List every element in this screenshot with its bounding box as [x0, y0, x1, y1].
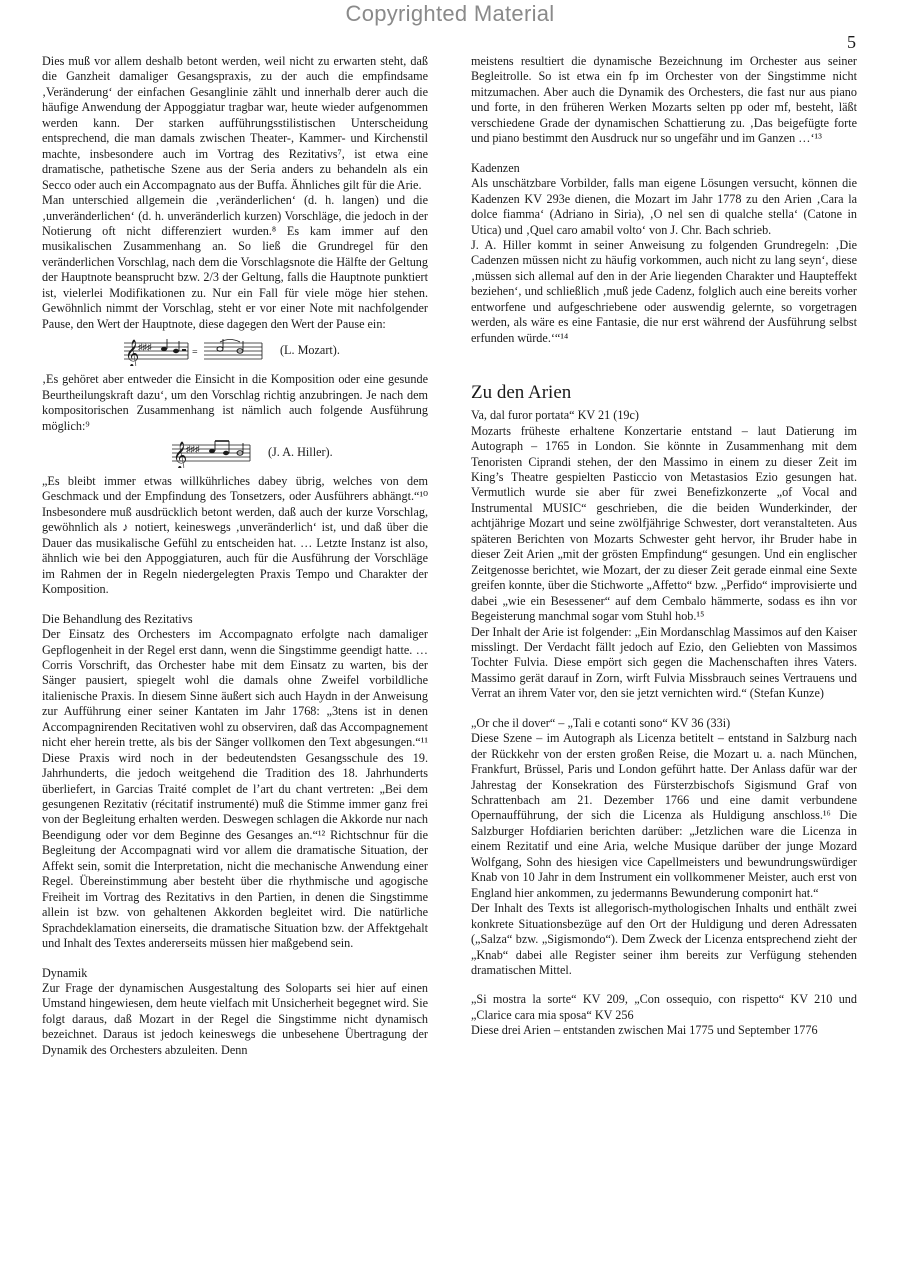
music-caption-mozart: (L. Mozart). [280, 343, 340, 358]
paragraph-or-che-il-dover: Diese Szene – im Autograph als Licenza betitelt – entstand in Salzburg nach der Rückkehr von der ersten großen Reise, die Mozart u. a. nach München, Frankfurt, Brüssel, Paris und London geführt hatte. Der Anlass dafür war der Jahrestag der Konsekration des Fürsterzbischofs Sigismund Graf von Schrattenbach am 21. Dezember 1766 und eine damit verbundene Opernaufführung, der sich die Licenza als Huldigung anschloss.¹⁶ Die Salzburger Hofdiarien berichten darüber: „Jetzlichen ware die Licenza in einem Rezitatif und eine Aria, welche Musique darüber der junge Mozard Wolfgang, Sohn des hiesigen vice Capellmeisters und bewundrungswürdiger Knab von 10 Jahr in dem Instrument ein vollkommener Meister, auch erst von England hier ankommen, zu jedermanns Bewunderung componirt hat.“ [471, 731, 857, 900]
paragraph-va-inhalt: Der Inhalt der Arie ist folgender: „Ein Mordanschlag Massimos auf den Kaiser misslingt. Der Verdacht fällt jedoch auf Ezio, den Geliebten von Massimos Tochter Fulvia. Diese empört sich gegen die Machenschaften ihres Vaters. Massimo gerät darauf in Zorn, wirft Fulvia Missbrauch seines Vertrauens und Verrat an ihrem Vater vor, den sie jetzt vernichten wird.“ (Stefan Kunze) [471, 624, 857, 701]
paragraph-willkuerlich: „Es bleibt immer etwas willkührliches dabey übrig, welches von dem Geschmack und der Empfindung des Tonsetzers, oder Ausführers abhängt.“¹⁰ Insbesondere muß ausdrücklich betont werden, daß auch der kurze Vorschlag, gewöhnlich als ♪ notiert, keineswegs ‚unveränderlich‘ ist, und daß über die Dauer das musikalische Gefühl zu entscheiden hat. … Letzte Instanz ist also, ähnlich wie bei den Appoggiaturen, auch für die Ausführung der Vorschläge im Rahmen der in Regeln niedergelegten Praxis Tempo und Charakter der Komposition. [42, 473, 428, 597]
heading-va-dal-furor: Va, dal furor portata“ KV 21 (19c) [471, 408, 639, 423]
heading-or-che-il-dover: „Or che il dover“ – „Tali e cotanti sono“ KV 36 (33i) [471, 715, 731, 730]
paragraph-einsicht: ‚Es gehöret aber entweder die Einsicht in die Komposition oder eine gesunde Beurtheilungskraft dazu‘, um den Vorschlag richtig anzubringen. Je nach dem kompositorischen Zusammenhang ist nämlich auch folgende Ausführung möglich:⁹ [42, 372, 428, 433]
svg-text:♯♯♯: ♯♯♯ [138, 342, 152, 353]
music-example-mozart [42, 336, 428, 366]
copyright-watermark: Copyrighted Material [345, 1, 555, 26]
svg-text:𝄞: 𝄞 [125, 339, 140, 367]
music-example-hiller [42, 438, 428, 468]
paragraph-kadenzen: Als unschätzbare Vorbilder, falls man eigene Lösungen versucht, können die Kadenzen KV 293e dienen, die Mozart im Jahr 1778 zu den Arien ‚Cara la dolce fiamma‘ (Adriano in Siria), ‚O nel sen di qualche stella‘ (Catone in Utica) und ‚Quel caro amabil volto‘ von J. Chr. Bach schrieb. [471, 176, 857, 237]
left-column [42, 54, 428, 1058]
svg-text:=: = [192, 347, 198, 359]
right-column [471, 54, 857, 1039]
paragraph-dynamik: Zur Frage der dynamischen Ausgestaltung des Soloparts sei hier auf einen Umstand hingewiesen, dem heute vielfach mit Unsicherheit begegnet wird. Sie folgt daraus, daß Mozart in der Regel die Singstimme nicht dynamisch bezeichnet. Daraus ist jedoch keineswegs die unbesehene Übertragung der Dynamik des Orchesters abzuleiten. Denn [42, 981, 428, 1057]
svg-text:♯♯♯: ♯♯♯ [186, 443, 200, 454]
heading-si-mostra: „Si mostra la sorte“ KV 209, „Con ossequio, con rispetto“ KV 210 und „Clarice cara mia sposa“ KV 256 [471, 992, 857, 1022]
heading-dynamik: Dynamik [42, 965, 88, 980]
heading-kadenzen: Kadenzen [471, 160, 520, 175]
music-notation-hiller [172, 438, 252, 468]
heading-rezitativ: Die Behandlung des Rezitativs [42, 611, 193, 626]
music-caption-hiller: (J. A. Hiller). [268, 445, 333, 460]
music-notation-mozart [124, 336, 264, 366]
paragraph-rezitativ: Der Einsatz des Orchesters im Accompagnato erfolgte nach damaliger Gepflogenheit in der Regel erst dann, wenn die Singstimme geendigt hatte. … Corris Vorschrift, das Orchester habe mit dem Einsatz zu warten, bis der Sänger pausiert, spiegelt wohl die damals ohne Zweifel vorbildliche italienische Praxis. In diesem Sinne äußert sich auch Haydn in der Anweisung zur Aufführung einer seiner Kantaten im Jahr 1768: „3tens ist in denen Accompagnirenden Recitativen wohl zu observiren, daß das Accompagnement nicht eher herein trette, als bis der Sänger vollkomen den Text abgesungen.“¹¹ Diese Praxis wird noch in der bedeutendsten Gesangsschule des 19. Jahrhunderts, die jedoch weitgehend die Tradition des 18. Jahrhunderts überliefert, in Garcias Traité complet de l’art du chant vertreten: „Bei dem gesungenen Rezitativ (récitatif instrumenté) muß die Stimme immer ganz frei von der Begleitung erhalten werden. Deswegen schlagen die Akkorde nur nach Beendigung oder vor dem Beginne des Gesanges an.“¹² Richtschnur für die Begleitung der Accompagnati wird vor allem die dramatische Situation, der Affekt sein, somit die Interpretation, nicht die mechanische Anwendung einer Regel. Übereinstimmung aber besteht über die rhythmische und agogische Freiheit im Vortrag des Rezitativs in den Partien, in denen die Singstimme allein ist bzw. von gehaltenen Akkorden begleitet wird. Die natürliche Sprachdeklamation einerseits, die dramatische Situation bzw. der Affektgehalt und Inhalt des Textes andererseits müssen hier maßgebend sein. [42, 627, 428, 951]
paragraph-or-inhalt: Der Inhalt des Texts ist allegorisch-mythologischen Inhalts und enthält zwei konkrete Situationsbezüge auf den Ort der Huldigung und deren Adressaten („Salza“ bzw. „Sigismondo“). Dem Zweck der Licenza entsprechend zieht der „Knab“ dabei alle Register seiner ihm bereits zur Verfügung stehenden dramatischen Mittel. [471, 901, 857, 978]
paragraph-si-mostra: Diese drei Arien – entstanden zwischen Mai 1775 und September 1776 [471, 1023, 818, 1038]
paragraph-hiller: J. A. Hiller kommt in seiner Anweisung zu folgenden Grundregeln: ‚Die Cadenzen müssen nicht zu häufig vorkommen, auch nicht zu lang seyn‘, diese ‚müssen sich allemal auf den in der Arie liegenden Charakter und Haupteffekt beziehen‘, und schließlich ‚muß jede Cadenz, folglich auch eine bereits vorher entworfene und aufgeschriebene oder auswendig gelernte, so vorgetragen werden, als wäre es eine Fantasie, die nur erst während der Ausführung selbst erfunden würde.‘“¹⁴ [471, 237, 857, 345]
paragraph-dynamik-cont: meistens resultiert die dynamische Bezeichnung im Orchester aus seiner Begleitrolle. So ist etwa ein fp im Orchester von der Singstimme nicht mitzumachen. Aber auch die Dynamik des Orchesters, die fast nur aus piano und forte, in den früheren Werken Mozarts selten pp oder mf, besteht, läßt verschiedene Grade der dynamischen Schattierung zu. ‚Das beigefügte forte und piano bestimmt den Ausdruck nur so ungefähr und im Ganzen …‘¹³ [471, 54, 857, 146]
page-number: 5 [847, 32, 856, 52]
svg-text:𝄞: 𝄞 [173, 440, 188, 468]
paragraph-intro: Dies muß vor allem deshalb betont werden, weil nicht zu erwarten steht, daß die Ganzheit damaliger Gesangspraxis, zu der auch die empfindsame ‚Veränderung‘ der einfachen Gesanglinie zählt und innerhalb derer auch die häufige Anwendung der Appoggiatur tragbar war, heute wieder aufgenommen werden kann. Der starken aufführungsstilistischen Unterscheidung entsprechend, die man damals zwischen Theater-, Kammer- und Kirchenstil machte, insbesondere auch im Vortrag des Rezitativs⁷, ist etwa eine dramatische, pathetische Szene aus der Seria anders zu behandeln als ein Secco oder auch ein Accompagnato aus der Buffa. Ähnliches gilt für die Arie. [42, 54, 428, 192]
paragraph-va-dal-furor: Mozarts früheste erhaltene Konzertarie entstand – laut Datierung im Autograph – 1765 in London. Sie könnte in Zusammenhang mit dem Tenoristen Ciprandi stehen, der den Massimo in einem zu dieser Zeit im King’s Theatre gespielten Pasticcio von Metastasios Ezio gesungen hat. Vermutlich wurde sie aber für zwei Benefizkonzerte „of Vocal and Instrumental MUSIC“ geschrieben, die die beiden Wunderkinder, der achtjährige Mozart und seine zwölfjährige Schwester, dort veranstalteten. Aus späteren Berichten von Mozarts Schwester geht hervor, ihr Bruder habe in dieser Zeit Arien „mit der grösten Empfindung“ gesungen. Und ein englischer Zeitgenosse berichtet, wie Mozart, der zu dieser Zeit gerade einmal eine Sexte greifen konnte, über die Stichworte „Affetto“ bzw. „Perfido“ improvisierte und dabei „wie ein Besessener“ auf dem Cembalo hämmerte, sodass es ihn vor Begeisterung manchmal sogar vom Stuhl hob.¹⁵ [471, 423, 857, 624]
paragraph-vorschlag: Man unterschied allgemein die ‚veränderlichen‘ (d. h. langen) und die ‚unveränderlichen‘ (d. h. unveränderlich kurzen) Vorschläge, die jedoch in der Notierung oft nicht differenziert wurden.⁸ Es kam immer auf den musikalischen Zusammenhang an. So ließ die Grundregel für den veränderlichen Vorschlag, nach dem die Vorschlagsnote die Hälfte der Geltung der Hauptnote beansprucht bzw. 2/3 der Geltung, falls die Hauptnote punktiert ist, vielerlei Modifikationen zu. Nur ein Fall für viele möge hier stehen. Gewöhnlich nimmt der Vorschlag, steht er vor einer Note mit nachfolgender Pause, den Wert der Hauptnote, diese dagegen den Wert der Pause ein: [42, 193, 428, 331]
section-title-arien: Zu den Arien [471, 382, 572, 404]
